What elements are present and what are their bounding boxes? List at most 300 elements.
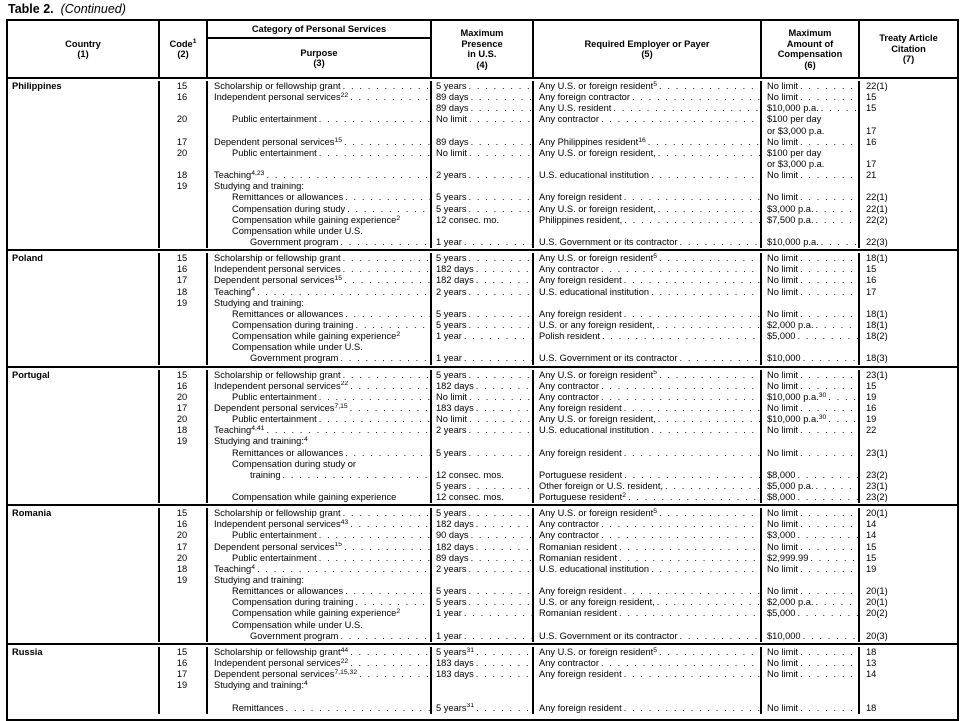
header-label-line: (1): [77, 49, 89, 59]
citation-cell: [860, 620, 957, 631]
code-value: 18: [176, 563, 188, 574]
table-row: [8, 470, 957, 481]
payer-text: Any contractor: [539, 380, 599, 391]
compensation-cell: [762, 631, 860, 642]
presence-value: No limit: [436, 114, 467, 125]
treaty-table: [6, 19, 959, 721]
compensation-value: $5,000: [767, 331, 796, 342]
country-cell: [8, 414, 160, 425]
code-value: 17: [176, 541, 188, 552]
compensation-value: No limit: [767, 402, 798, 413]
dot-leader: [345, 309, 430, 320]
table-row: [8, 81, 957, 92]
country-cell: [8, 448, 160, 459]
compensation-cell: [762, 403, 860, 414]
table-row: [8, 691, 957, 702]
dot-leader: [800, 309, 858, 320]
country-cell: [8, 597, 160, 608]
presence-value: 90 days: [436, 530, 469, 541]
payer-cell: [534, 586, 762, 597]
purpose-cell: [208, 436, 432, 447]
country-cell: [8, 342, 160, 353]
table-row: [8, 103, 957, 114]
dot-leader: [471, 553, 532, 564]
dot-leader: [821, 103, 858, 114]
compensation-cell: [762, 114, 860, 125]
presence-value: 5 years: [436, 508, 467, 519]
payer-text: Any foreign resident: [539, 586, 622, 597]
header-label-line: Country: [65, 38, 101, 49]
dot-leader: [469, 597, 533, 608]
dot-leader: [624, 275, 760, 286]
payer-text: Polish resident: [539, 331, 600, 342]
citation-cell: [860, 631, 957, 642]
presence-value: 182 days: [436, 275, 474, 286]
presence-cell: [432, 204, 534, 215]
dot-leader: [347, 204, 430, 215]
dot-leader: [319, 114, 430, 125]
purpose-text: Scholarship or fellowship grant: [214, 508, 341, 519]
dot-leader: [471, 137, 532, 148]
purpose-text: Scholarship or fellowship grant$^{44}$: [214, 646, 349, 657]
payer-text: Any contractor: [539, 530, 599, 541]
compensation-value: $2,999.99: [767, 552, 809, 563]
dot-leader: [359, 669, 430, 680]
purpose-text: Dependent personal services$^{15}$: [214, 541, 342, 552]
compensation-value: $10,000 p.a.$^{30}$: [767, 414, 827, 425]
country-cell: [8, 103, 160, 114]
dot-leader: [469, 309, 533, 320]
code-cell: [160, 170, 208, 181]
compensation-cell: [762, 542, 860, 553]
citation-cell: [860, 126, 957, 137]
purpose-cell: [208, 691, 432, 702]
country-cell: [8, 287, 160, 298]
header-purpose: [208, 21, 432, 77]
presence-cell: [432, 92, 534, 103]
purpose-cell: [208, 647, 432, 658]
presence-value: 12 consec. mos.: [436, 469, 504, 480]
purpose-text: Scholarship or fellowship grant: [214, 369, 341, 380]
country-cell: [8, 575, 160, 586]
payer-text: Any foreign resident: [539, 402, 622, 413]
purpose-cell: [208, 448, 432, 459]
presence-value: 1 year: [436, 608, 462, 619]
presence-value: 5 years: [436, 253, 467, 264]
presence-cell: [432, 287, 534, 298]
table-row: [8, 620, 957, 631]
citation-value: 20(2): [866, 608, 888, 619]
table-row: [8, 631, 957, 642]
dot-leader: [624, 470, 760, 481]
dot-leader: [469, 564, 533, 575]
payer-text: U.S. educational institution: [539, 425, 650, 436]
dot-leader: [800, 381, 858, 392]
presence-value: 12 consec. mos.: [436, 492, 504, 503]
country-section-romania: [8, 506, 957, 645]
presence-value: 2 years: [436, 170, 467, 181]
dot-leader: [344, 542, 430, 553]
country-cell: [8, 669, 160, 680]
dot-leader: [679, 631, 760, 642]
compensation-value: No limit: [767, 253, 798, 264]
dot-leader: [828, 414, 858, 425]
purpose-text: Public entertainment: [232, 552, 317, 563]
citation-cell: [860, 215, 957, 226]
purpose-text: Government program: [250, 630, 339, 641]
dot-leader: [469, 392, 532, 403]
payer-text: Any contractor: [539, 114, 599, 125]
payer-cell: [534, 448, 762, 459]
presence-cell: [432, 530, 534, 541]
country-cell: [8, 553, 160, 564]
compensation-value: or $3,000 p.a.: [767, 158, 825, 169]
citation-cell: [860, 181, 957, 192]
presence-value: 5 years: [436, 319, 467, 330]
presence-cell: [432, 470, 534, 481]
header-country: [8, 21, 160, 77]
payer-cell: [534, 481, 762, 492]
payer-text: U.S. or any foreign resident,: [539, 319, 655, 330]
country-cell: [8, 320, 160, 331]
dot-leader: [803, 631, 858, 642]
compensation-value: $10,000 p.a.: [767, 236, 819, 247]
purpose-cell: [208, 508, 432, 519]
compensation-cell: [762, 564, 860, 575]
dot-leader: [469, 425, 533, 436]
table-row: [8, 253, 957, 264]
payer-cell: [534, 170, 762, 181]
dot-leader: [601, 381, 760, 392]
citation-value: 20(1): [866, 508, 888, 519]
citation-value: 19: [866, 563, 877, 574]
code-cell: [160, 542, 208, 553]
payer-cell: [534, 92, 762, 103]
citation-cell: [860, 553, 957, 564]
dot-leader: [476, 275, 532, 286]
country-cell: [8, 92, 160, 103]
presence-cell: [432, 459, 534, 470]
purpose-cell: [208, 680, 432, 691]
payer-cell: [534, 392, 762, 403]
presence-cell: [432, 508, 534, 519]
dot-leader: [659, 81, 760, 92]
presence-cell: [432, 331, 534, 342]
dot-leader: [340, 353, 430, 364]
payer-text: Any foreign resident: [539, 275, 622, 286]
compensation-value: No limit: [767, 541, 798, 552]
code-cell: [160, 459, 208, 470]
dot-leader: [476, 703, 532, 714]
table-row: [8, 192, 957, 203]
citation-value: 23(2): [866, 492, 888, 503]
presence-cell: [432, 159, 534, 170]
citation-cell: [860, 81, 957, 92]
compensation-cell: [762, 204, 860, 215]
presence-value: 5 years: [436, 308, 467, 319]
presence-cell: [432, 403, 534, 414]
compensation-value: $5,000 p.a.: [767, 480, 814, 491]
presence-value: 5 years: [436, 81, 467, 91]
dot-leader: [624, 669, 760, 680]
citation-value: 18(1): [866, 308, 888, 319]
presence-cell: [432, 353, 534, 364]
code-value: 15: [176, 646, 188, 657]
table-row: [8, 597, 957, 608]
compensation-value: $2,000 p.a.: [767, 319, 814, 330]
table-row: [8, 264, 957, 275]
presence-cell: [432, 342, 534, 353]
header-category-of-personal-services: Category of Personal Services: [208, 21, 430, 39]
payer-text: U.S. or any foreign resident,: [539, 597, 655, 608]
citation-value: 23(1): [866, 369, 888, 380]
code-value: 20: [176, 530, 188, 541]
citation-cell: [860, 264, 957, 275]
presence-cell: [432, 448, 534, 459]
purpose-cell: [208, 353, 432, 364]
citation-value: 20(1): [866, 597, 888, 608]
country-cell: [8, 114, 160, 125]
compensation-cell: [762, 459, 860, 470]
dot-leader: [319, 530, 430, 541]
presence-cell: [432, 275, 534, 286]
table-row: [8, 564, 957, 575]
code-cell: [160, 298, 208, 309]
payer-cell: [534, 530, 762, 541]
table-row: [8, 575, 957, 586]
presence-cell: [432, 103, 534, 114]
compensation-cell: [762, 392, 860, 403]
purpose-text: Public entertainment: [232, 414, 317, 425]
table-row: [8, 414, 957, 425]
purpose-text: Compensation while under U.S.: [232, 619, 363, 630]
purpose-cell: [208, 137, 432, 148]
citation-cell: [860, 691, 957, 702]
code-cell: [160, 530, 208, 541]
dot-leader: [471, 530, 532, 541]
country-cell: [8, 608, 160, 619]
country-cell: [8, 204, 160, 215]
dot-leader: [619, 542, 760, 553]
dot-leader: [464, 608, 532, 619]
compensation-value: No limit: [767, 702, 798, 713]
header-label-line: Treaty Article: [879, 33, 938, 44]
dot-leader: [800, 92, 858, 103]
purpose-cell: [208, 264, 432, 275]
code-cell: [160, 114, 208, 125]
dot-leader: [800, 370, 858, 381]
code-cell: [160, 320, 208, 331]
presence-cell: [432, 148, 534, 159]
compensation-cell: [762, 159, 860, 170]
dot-leader: [800, 508, 858, 519]
dot-leader: [319, 414, 430, 425]
citation-cell: [860, 309, 957, 320]
payer-text: Any foreign contractor: [539, 92, 630, 103]
purpose-cell: [208, 481, 432, 492]
code-cell: [160, 647, 208, 658]
code-cell: [160, 448, 208, 459]
dot-leader: [469, 508, 533, 519]
citation-cell: [860, 481, 957, 492]
payer-cell: [534, 680, 762, 691]
payer-cell: [534, 620, 762, 631]
citation-cell: [860, 320, 957, 331]
payer-cell: [534, 381, 762, 392]
payer-cell: [534, 237, 762, 248]
country-label: Portugal: [12, 369, 50, 380]
dot-leader: [651, 425, 760, 436]
compensation-cell: [762, 381, 860, 392]
presence-cell: [432, 564, 534, 575]
compensation-cell: [762, 226, 860, 237]
code-cell: [160, 81, 208, 92]
presence-value: 183 days: [436, 402, 474, 413]
citation-value: 13: [866, 658, 877, 669]
payer-cell: [534, 159, 762, 170]
payer-text: Any contractor: [539, 391, 599, 402]
purpose-text: Studying and training:: [214, 575, 304, 586]
compensation-cell: [762, 287, 860, 298]
code-cell: [160, 215, 208, 226]
dot-leader: [679, 237, 760, 248]
compensation-value: $2,000 p.a.: [767, 597, 814, 608]
purpose-cell: [208, 519, 432, 530]
payer-text: Any U.S. or foreign resident,: [539, 203, 656, 214]
table-row: [8, 287, 957, 298]
payer-text: Any U.S. or foreign resident$^5$: [539, 253, 657, 264]
purpose-text: Compensation during study: [232, 203, 346, 214]
dot-leader: [469, 81, 533, 92]
table-row: [8, 353, 957, 364]
presence-cell: [432, 492, 534, 503]
dot-leader: [624, 586, 760, 597]
code-cell: [160, 353, 208, 364]
dot-leader: [800, 275, 858, 286]
dot-leader: [659, 253, 760, 264]
country-cell: [8, 215, 160, 226]
code-cell: [160, 381, 208, 392]
citation-value: 22(1): [866, 81, 888, 91]
code-cell: [160, 575, 208, 586]
dot-leader: [659, 508, 760, 519]
presence-cell: [432, 691, 534, 702]
code-cell: [160, 553, 208, 564]
presence-cell: [432, 309, 534, 320]
dot-leader: [803, 353, 858, 364]
dot-leader: [797, 492, 858, 503]
dot-leader: [810, 553, 858, 564]
purpose-cell: [208, 320, 432, 331]
compensation-value: No limit: [767, 92, 798, 103]
presence-value: 89 days: [436, 552, 469, 563]
citation-cell: [860, 204, 957, 215]
compensation-value: $5,000: [767, 608, 796, 619]
payer-cell: [534, 309, 762, 320]
dot-leader: [319, 148, 430, 159]
table-row: [8, 508, 957, 519]
payer-text: Any foreign resident: [539, 308, 622, 319]
presence-value: 89 days: [436, 103, 469, 114]
header-purpose-label: [208, 39, 430, 77]
payer-cell: [534, 414, 762, 425]
dot-leader: [464, 237, 532, 248]
purpose-text: Dependent personal services$^{15}$: [214, 136, 342, 147]
dot-leader: [343, 264, 430, 275]
header-label-line: (2): [177, 49, 189, 59]
code-cell: [160, 342, 208, 353]
presence-cell: [432, 669, 534, 680]
country-cell: [8, 620, 160, 631]
purpose-text: Teaching$^4$: [214, 563, 255, 574]
compensation-cell: [762, 170, 860, 181]
citation-value: 15: [866, 103, 877, 114]
dot-leader: [266, 425, 430, 436]
presence-value: 1 year: [436, 331, 462, 342]
table-row: [8, 215, 957, 226]
payer-text: Philippines resident,: [539, 214, 623, 225]
payer-text: Any foreign resident: [539, 192, 622, 203]
dot-leader: [601, 519, 760, 530]
payer-cell: [534, 425, 762, 436]
table-row: [8, 237, 957, 248]
citation-value: 15: [866, 541, 877, 552]
table-row: [8, 148, 957, 159]
citation-cell: [860, 597, 957, 608]
compensation-cell: [762, 658, 860, 669]
presence-cell: [432, 481, 534, 492]
dot-leader: [286, 703, 430, 714]
purpose-cell: [208, 170, 432, 181]
purpose-text: Compensation while under U.S.: [232, 225, 363, 236]
payer-text: Romanian resident: [539, 552, 618, 563]
dot-leader: [355, 320, 430, 331]
citation-cell: [860, 542, 957, 553]
compensation-cell: [762, 137, 860, 148]
dot-leader: [350, 647, 430, 658]
presence-value: 5 years: [436, 447, 467, 458]
purpose-cell: [208, 381, 432, 392]
dot-leader: [648, 137, 760, 148]
dot-leader: [257, 287, 430, 298]
country-cell: [8, 192, 160, 203]
code-value: 17: [176, 669, 188, 680]
dot-leader: [469, 148, 532, 159]
country-cell: [8, 159, 160, 170]
compensation-value: No limit: [767, 563, 798, 574]
compensation-value: No limit: [767, 425, 798, 436]
code-cell: [160, 703, 208, 714]
presence-value: 5 years: [436, 480, 467, 491]
header-treaty-article-citation: [860, 21, 957, 77]
code-cell: [160, 620, 208, 631]
dot-leader: [800, 137, 858, 148]
presence-value: 183 days: [436, 658, 474, 669]
dot-leader: [800, 647, 858, 658]
dot-leader: [651, 170, 760, 181]
compensation-cell: [762, 448, 860, 459]
purpose-text: Public entertainment: [232, 114, 317, 125]
dot-leader: [800, 287, 858, 298]
compensation-value: No limit: [767, 136, 798, 147]
compensation-value: No limit: [767, 646, 798, 657]
table-body: [8, 79, 957, 719]
citation-value: 19: [866, 414, 877, 425]
citation-value: 18(3): [866, 353, 888, 364]
code-value: 20: [176, 391, 188, 402]
country-cell: [8, 170, 160, 181]
payer-text: Any U.S. resident: [539, 103, 612, 114]
